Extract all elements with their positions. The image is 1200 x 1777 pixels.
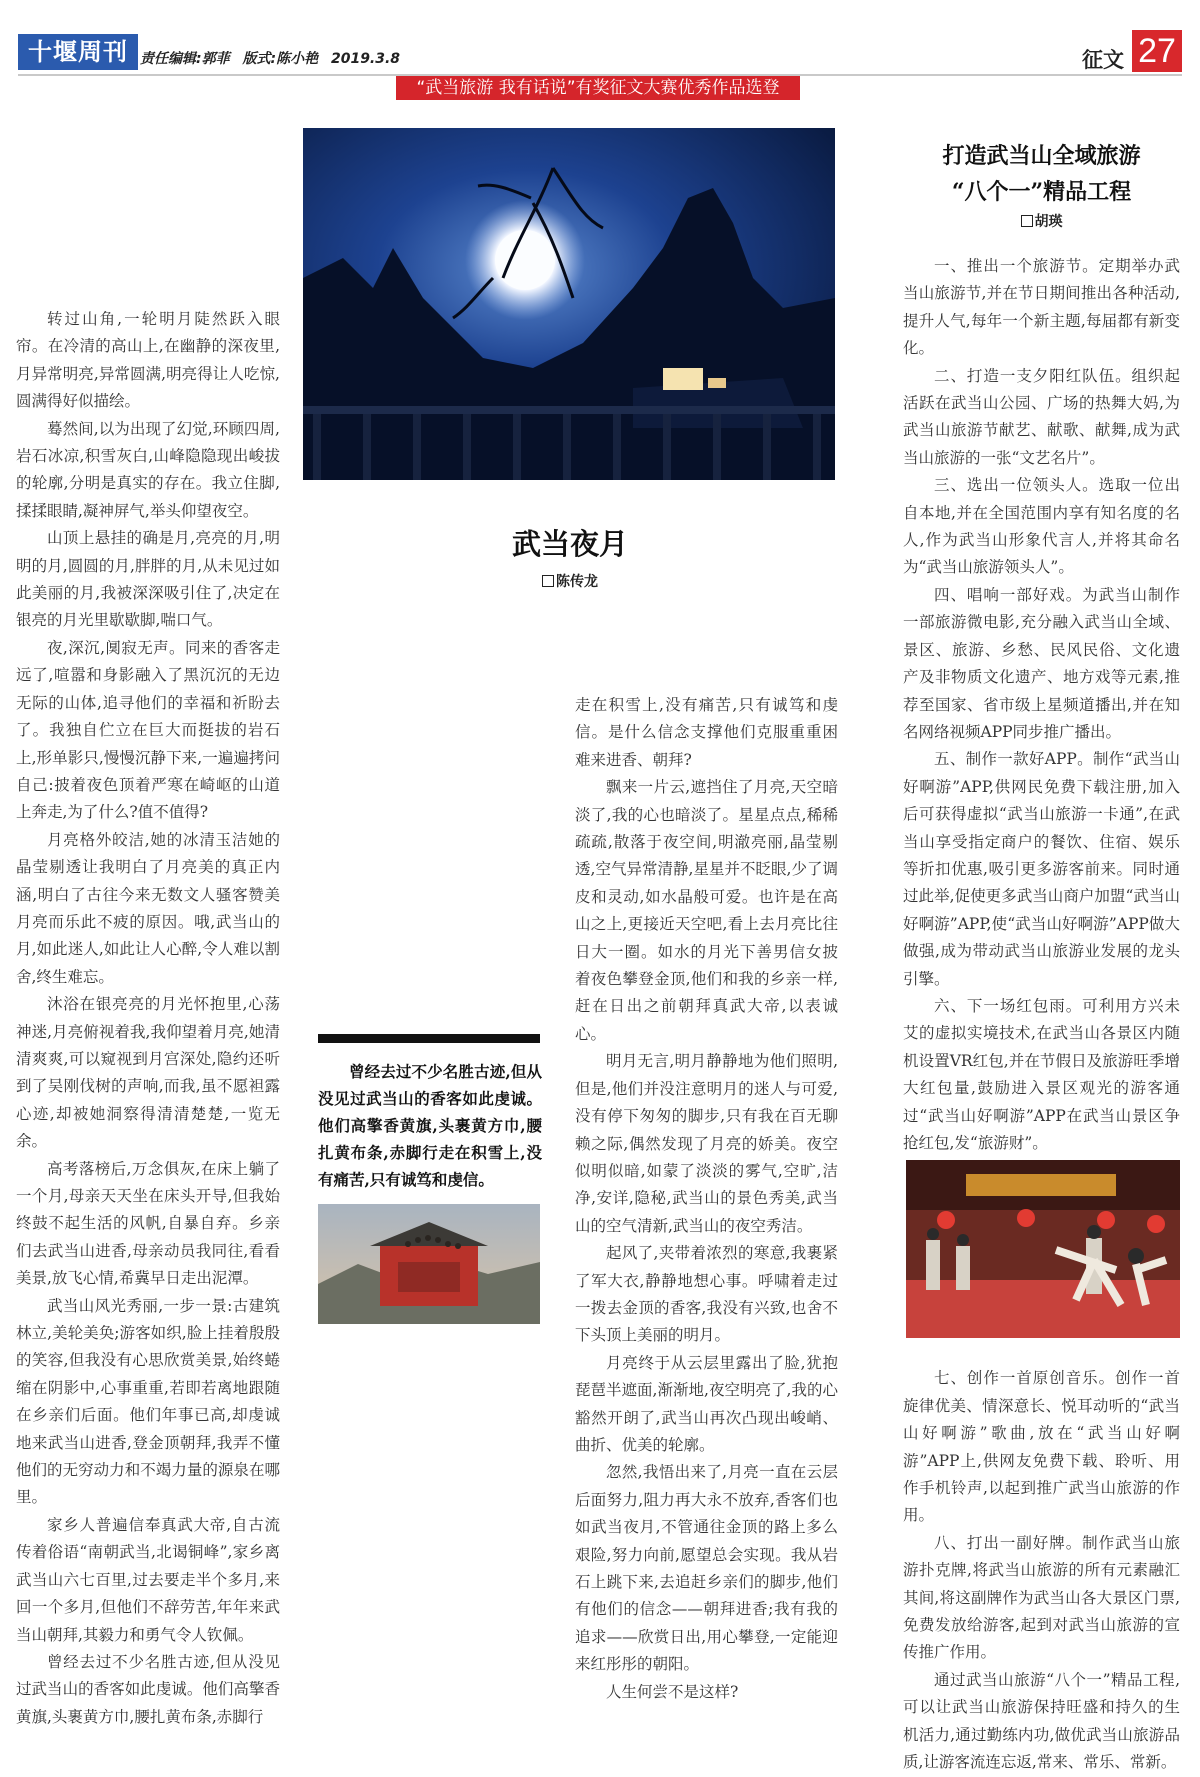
paragraph: 二、打造一支夕阳红队伍。组织起活跃在武当山公园、广场的热舞大妈,为武当山旅游节献艺、献歌、献舞,成为武当山旅游的一张“文艺名片”。 xyxy=(903,366,1180,467)
paragraph: 转过山角,一轮明月陡然跃入眼帘。在冷清的高山上,在幽静的深夜里,月异常明亮,异常圆满,明亮得让人吃惊,圆满得好似描绘。 xyxy=(16,310,280,411)
paragraph: 山顶上悬挂的确是月,亮亮的月,明明的月,圆圆的月,胖胖的月,从未见过如此美丽的月,我被深深吸引住了,决定在银亮的月光里歇歇脚,喘口气。 xyxy=(16,529,280,630)
paragraph: 月亮终于从云层里露出了脸,犹抱琵琶半遮面,渐渐地,夜空明亮了,我的心豁然开朗了,武当山再次凸现出峻峭、曲折、优美的轮廓。 xyxy=(575,1353,838,1454)
paragraph: 六、下一场红包雨。可利用方兴未艾的虚拟实境技术,在武当山各景区内随机设置VR红包,并在节假日及旅游旺季增大红包量,鼓励进入景区观光的游客通过“武当山好啊游”APP在武当山景区争抢红包,发“旅游财”。 xyxy=(903,996,1180,1152)
article2-title-line2: “八个一”精品工程 xyxy=(951,179,1132,205)
paragraph: 夜,深沉,阒寂无声。同来的香客走远了,喧嚣和身影融入了黑沉沉的无边无际的山体,追寻他们的幸福和祈盼去了。我独自伫立在巨大而挺拔的岩石上,形单影只,慢慢沉静下来,一遍遍拷问自己:披着夜色顶着严寒在崎岖的山道上奔走,为了什么?值不值得? xyxy=(16,638,280,822)
pull-quote: 曾经去过不少名胜古迹,但从没见过武当山的香客如此虔诚。他们高擎香黄旗,头裹黄方巾,腰扎黄布条,赤脚行走在积雪上,没有痛苦,只有诚笃和虔信。 xyxy=(318,1062,542,1189)
paragraph: 沐浴在银亮亮的月光怀抱里,心荡神迷,月亮俯视着我,我仰望着月亮,她清清爽爽,可以窥视到月宫深处,隐约还听到了吴刚伐树的声响,而我,虽不愿袒露心迹,却被她洞察得清清楚楚,一览无余。 xyxy=(16,995,280,1151)
paragraph: 七、创作一首原创音乐。创作一首旋律优美、情深意长、悦耳动听的“武当山好啊游”歌曲,放在“武当山好啊游”APP上,供网友免费下载、聆听、用作手机铃声,以起到推广武当山旅游的作用。 xyxy=(903,1369,1180,1525)
paragraph: 走在积雪上,没有痛苦,只有诚笃和虔信。是什么信念支撑他们克服重重困难来进香、朝拜? xyxy=(575,696,838,769)
article-byline xyxy=(450,571,690,591)
temple-crowd-illustration xyxy=(318,1204,540,1324)
paragraph: 明月无言,明月静静地为他们照明,但是,他们并没注意明月的迷人与可爱,没有停下匆匆的脚步,只有我在百无聊赖之际,偶然发现了月亮的娇美。夜空似明似暗,如蒙了淡淡的雾气,空旷,洁净,安详,隐秘,武当山的景色秀美,武当山的空气清新,武当山的夜空秀洁。 xyxy=(575,1052,838,1235)
byline-box-icon xyxy=(542,575,554,587)
paragraph: 高考落榜后,万念俱灰,在床上躺了一个月,母亲天天坐在床头开导,但我始终鼓不起生活的风帆,自暴自弃。乡亲们去武当山进香,母亲动员我同往,看看美景,放飞心情,希冀早日走出泥潭。 xyxy=(16,1159,280,1288)
paragraph: 曾经去过不少名胜古迹,但从没见过武当山的香客如此虔诚。他们高擎香黄旗,头裹黄方巾,腰扎黄布条,赤脚行 xyxy=(16,1652,280,1726)
section-label: 征文 xyxy=(1082,48,1124,72)
byline-box-icon xyxy=(1021,215,1033,227)
article1-column2 xyxy=(575,692,838,1706)
paragraph: 家乡人普遍信奉真武大帝,自古流传着俗语“南朝武当,北谒铜峰”,家乡离武当山六七百里,过去要走半个多月,来回一个多月,但他们不辞劳苦,年年来武当山朝拜,其毅力和勇气令人钦佩。 xyxy=(16,1515,280,1644)
temple-crowd-photo xyxy=(318,1204,540,1324)
martial-arts-photo xyxy=(906,1160,1180,1338)
paragraph: 通过武当山旅游“八个一”精品工程,可以让武当山旅游保持旺盛和持久的生机活力,通过勤练内功,做优武当山旅游品质,让游客流连忘返,常来、常乐、常新。 xyxy=(903,1670,1180,1772)
paragraph: 飘来一片云,遮挡住了月亮,天空暗淡了,我的心也暗淡了。星星点点,稀稀疏疏,散落于夜空间,明澈亮丽,晶莹剔透,空气异常清静,星星并不眨眼,少了调皮和灵动,如水晶般可爱。也许是在高山之上,更接近天空吧,看上去月亮比往日大一圈。如水的月光下善男信女披着夜色攀登金顶,他们和我的乡亲一样,赶在日出之前朝拜真武大帝,以表诚心。 xyxy=(575,778,838,1043)
moon-night-illustration xyxy=(303,128,835,480)
author-name: 胡瑛 xyxy=(1034,214,1063,230)
paragraph: 五、制作一款好APP。制作“武当山好啊游”APP,供网民免费下载注册,加入后可获得虚拟“武当山旅游一卡通”,在武当山享受指定商户的餐饮、住宿、娱乐等折扣优惠,吸引更多游客前来。同时通过此举,促使更多武当山商户加盟“武当山好啊游”APP,使“武当山好啊游”APP做大做强,成为带动武当山旅游业发展的龙头引擎。 xyxy=(903,750,1180,988)
article2-byline xyxy=(903,211,1180,231)
paragraph: 人生何尝不是这样? xyxy=(606,1682,739,1701)
paragraph: 三、选出一位领头人。选取一位出自本地,并在全国范围内享有知名度的名人,作为武当山形象代言人,并将其命名为“武当山旅游领头人”。 xyxy=(903,476,1180,577)
moon-night-photo xyxy=(303,128,835,480)
paragraph: 忽然,我悟出来了,月亮一直在云层后面努力,阻力再大永不放弃,香客们也如武当夜月,不管通往金顶的路上多么艰险,努力向前,愿望总会实现。我从岩石上跳下来,去追赶乡亲们的脚步,他们有他们的信念——朝拜进香;我有我的追求——欣赏日出,用心攀登,一定能迎来红彤彤的朝阳。 xyxy=(575,1463,838,1674)
article1-column1 xyxy=(16,306,280,1731)
paragraph: 八、打出一副好牌。制作武当山旅游扑克牌,将武当山旅游的所有元素融汇其间,将这副牌作为武当山各大景区门票,免费发放给游客,起到对武当山旅游的宣传推广作用。 xyxy=(903,1533,1180,1662)
paragraph: 四、唱响一部好戏。为武当山制作一部旅游微电影,充分融入武当山全域、景区、旅游、乡愁、民风民俗、文化遗产及非物质文化遗产、地方戏等元素,推荐至国家、省市级上星频道播出,并在知名网络视频APP同步推广播出。 xyxy=(903,585,1180,741)
martial-arts-illustration xyxy=(906,1160,1180,1338)
article-title: 武当夜月 xyxy=(511,527,628,561)
section-banner: “武当旅游 我有话说”有奖征文大赛优秀作品选登 xyxy=(396,76,800,100)
paragraph: 一、推出一个旅游节。定期举办武当山旅游节,并在节日期间推出各种活动,提升人气,每年一个新主题,每届都有新变化。 xyxy=(903,257,1180,358)
editor-credit: 责任编辑:郭菲 xyxy=(140,51,230,67)
masthead-logo: 十堰周刊 xyxy=(18,34,138,70)
article2-title xyxy=(903,138,1180,210)
author-name: 陈传龙 xyxy=(556,574,598,590)
paragraph: 武当山风光秀丽,一步一景:古建筑林立,美轮美奂;游客如织,脸上挂着殷殷的笑容,但我没有心思欣赏美景,始终蜷缩在阴影中,心事重重,若即若离地跟随在乡亲们后面。他们年事已高,却虔诚地来武当山进香,登金顶朝拜,我弄不懂他们的无穷动力和不竭力量的源泉在哪里。 xyxy=(16,1296,280,1507)
paragraph: 蓦然间,以为出现了幻觉,环顾四周,岩石冰凉,积雪灰白,山峰隐隐现出峻拔的轮廓,分明是真实的存在。我立住脚,揉揉眼睛,凝神屏气,举头仰望夜空。 xyxy=(16,419,280,520)
paragraph: 起风了,夹带着浓烈的寒意,我裹紧了军大衣,静静地想心事。呼啸着走过一拨去金顶的香客,我没有兴致,也舍不下头顶上美丽的明月。 xyxy=(575,1244,838,1345)
article2-column xyxy=(903,253,1180,1777)
paragraph: 月亮格外皎洁,她的冰清玉洁她的晶莹剔透让我明白了月亮美的真正内涵,明白了古往今来无数文人骚客赞美月亮而乐此不疲的原因。哦,武当山的月,如此迷人,如此让人心醉,令人难以割舍,终生难忘。 xyxy=(16,830,280,986)
article2-title-line1: 打造武当山全域旅游 xyxy=(942,143,1141,169)
issue-date: 2019.3.8 xyxy=(330,51,401,67)
layout-credit: 版式:陈小艳 xyxy=(242,51,319,67)
page-meta xyxy=(140,48,408,68)
page-number: 27 xyxy=(1132,30,1182,72)
pull-quote-bar xyxy=(318,1034,540,1043)
